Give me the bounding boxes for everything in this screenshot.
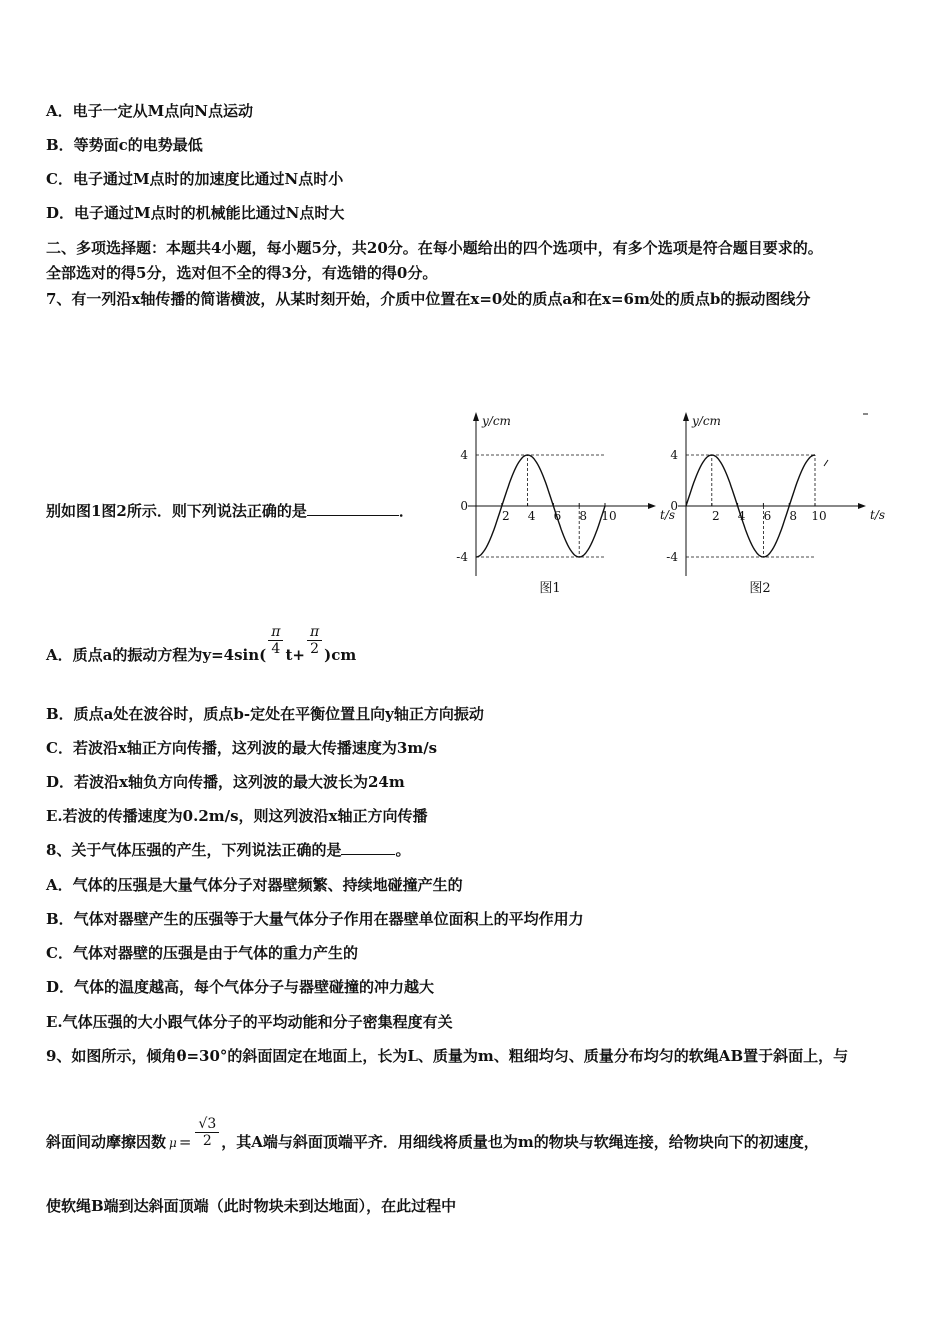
option-a-text: )cm — [324, 646, 357, 664]
question-9-line-2 — [46, 1115, 819, 1153]
y-tick-label: 4 — [670, 448, 678, 462]
fraction-denominator: 2 — [310, 640, 319, 657]
text-line: 全部选对的得5分，选对但不全的得3分，有选错的得0分。 — [46, 264, 438, 282]
x-axis-label: t/s — [660, 508, 676, 522]
vibration-graphs-figure — [452, 408, 886, 604]
text-line: C．气体对器壁的压强是由于气体的重力产生的 — [46, 944, 358, 962]
text-line: E.若波的传播速度为0.2m/s，则这列波沿x轴正方向传播 — [46, 807, 428, 825]
text-line: D．气体的温度越高，每个气体分子与器壁碰撞的冲力越大 — [46, 978, 435, 996]
text-line: A．电子一定从M点向N点运动 — [46, 102, 253, 120]
x-axis-arrow — [858, 503, 866, 509]
option-a-text: t+ — [285, 646, 305, 664]
fraction-numerator: π — [307, 624, 322, 641]
question-7-option-a — [46, 623, 357, 665]
text-line: C．电子通过M点时的加速度比通过N点时小 — [46, 170, 344, 188]
text-line: C．若波沿x轴正方向传播，这列波的最大传播速度为3m/s — [46, 739, 438, 757]
y-axis-arrow — [683, 412, 689, 421]
x-tick-label: 2 — [501, 509, 510, 523]
text-line: A．气体的压强是大量气体分子对器壁频繁、持续地碰撞产生的 — [46, 876, 463, 894]
fraction-sqrt3-over-2 — [195, 1116, 219, 1149]
origin-label: 0 — [670, 499, 678, 513]
punctuation: 。 — [395, 841, 411, 859]
question-7-stem-continued — [46, 501, 414, 521]
question-8-stem — [46, 840, 410, 860]
text-line: D．电子通过M点时的机械能比通过N点时大 — [46, 204, 345, 222]
fraction-numerator: π — [268, 624, 283, 641]
figure-caption: 图1 — [539, 581, 561, 596]
question-7-stem: 7、有一列沿x轴传播的简谐横波，从某时刻开始，介质中位置在x=0处的质点a和在x=6m处的质点b的振动图线分 — [46, 290, 811, 308]
answer-blank — [307, 501, 399, 516]
fraction-denominator: 4 — [271, 640, 281, 657]
question-9-text: 斜面间动摩擦因数 — [46, 1133, 167, 1151]
y-tick-label: -4 — [456, 550, 468, 564]
text-line: 二、多项选择题：本题共4小题，每小题5分，共20分。在每小题给出的四个选项中，有多个选项是符合题目要求的。 — [46, 239, 823, 257]
question-7-stem-text: 别如图1图2所示．则下列说法正确的是 — [46, 502, 307, 520]
figure-2 — [666, 412, 885, 596]
answer-blank — [341, 840, 395, 855]
x-tick-label: 2 — [711, 509, 720, 523]
origin-label: 0 — [460, 499, 468, 513]
x-tick-label: 4 — [737, 509, 746, 523]
y-tick-label: 4 — [460, 448, 468, 462]
fraction-pi-over-4 — [268, 624, 283, 657]
fraction-numerator: √3 — [195, 1116, 219, 1133]
x-axis-label: t/s — [870, 508, 886, 522]
fraction-pi-over-2 — [307, 624, 322, 657]
y-axis-label: y/cm — [482, 414, 511, 428]
text-line: B．气体对器壁产生的压强等于大量气体分子作用在器壁单位面积上的平均作用力 — [46, 910, 584, 928]
option-a-text: A．质点a的振动方程为y=4sin( — [46, 646, 267, 664]
equals-sign: = — [178, 1133, 192, 1151]
text-line: B．质点a处在波谷时，质点b-定处在平衡位置且向y轴正方向振动 — [46, 705, 484, 723]
text-line: B．等势面c的电势最低 — [46, 136, 203, 154]
x-tick-label: 10 — [811, 509, 827, 523]
y-tick-label: -4 — [666, 550, 678, 564]
text-line: D．若波沿x轴负方向传播，这列波的最大波长为24m — [46, 773, 405, 791]
y-axis-label: y/cm — [692, 414, 721, 428]
fraction-denominator: 2 — [202, 1132, 212, 1149]
x-tick-label: 8 — [789, 509, 798, 523]
figure-caption: 图2 — [749, 581, 771, 596]
question-9-text: ，其A端与斜面顶端平齐．用细线将质量也为m的物块与软绳连接，给物块向下的初速度， — [221, 1133, 819, 1151]
text-line: 9、如图所示，倾角θ=30°的斜面固定在地面上，长为L、质量为m、粗细均匀、质量分布均匀的软绳AB置于斜面上，与 — [46, 1047, 849, 1065]
figure-1 — [456, 412, 675, 596]
y-axis-arrow — [473, 412, 479, 421]
x-tick-label: 8 — [579, 509, 588, 523]
vibration-graphs-svg — [452, 408, 886, 604]
question-8-text: 8、关于气体压强的产生，下列说法正确的是 — [46, 841, 342, 859]
punctuation: ． — [398, 502, 414, 520]
mu-symbol: μ — [169, 1136, 177, 1150]
text-line: 使软绳B端到达斜面顶端（此时物块未到达地面），在此过程中 — [46, 1197, 457, 1215]
x-tick-label: 6 — [763, 509, 772, 523]
x-tick-label: 6 — [553, 509, 562, 523]
x-tick-label: 4 — [527, 509, 536, 523]
print-mark — [824, 460, 828, 466]
x-tick-label: 10 — [601, 509, 617, 523]
x-axis-arrow — [648, 503, 656, 509]
text-line: E.气体压强的大小跟气体分子的平均动能和分子密集程度有关 — [46, 1013, 453, 1031]
